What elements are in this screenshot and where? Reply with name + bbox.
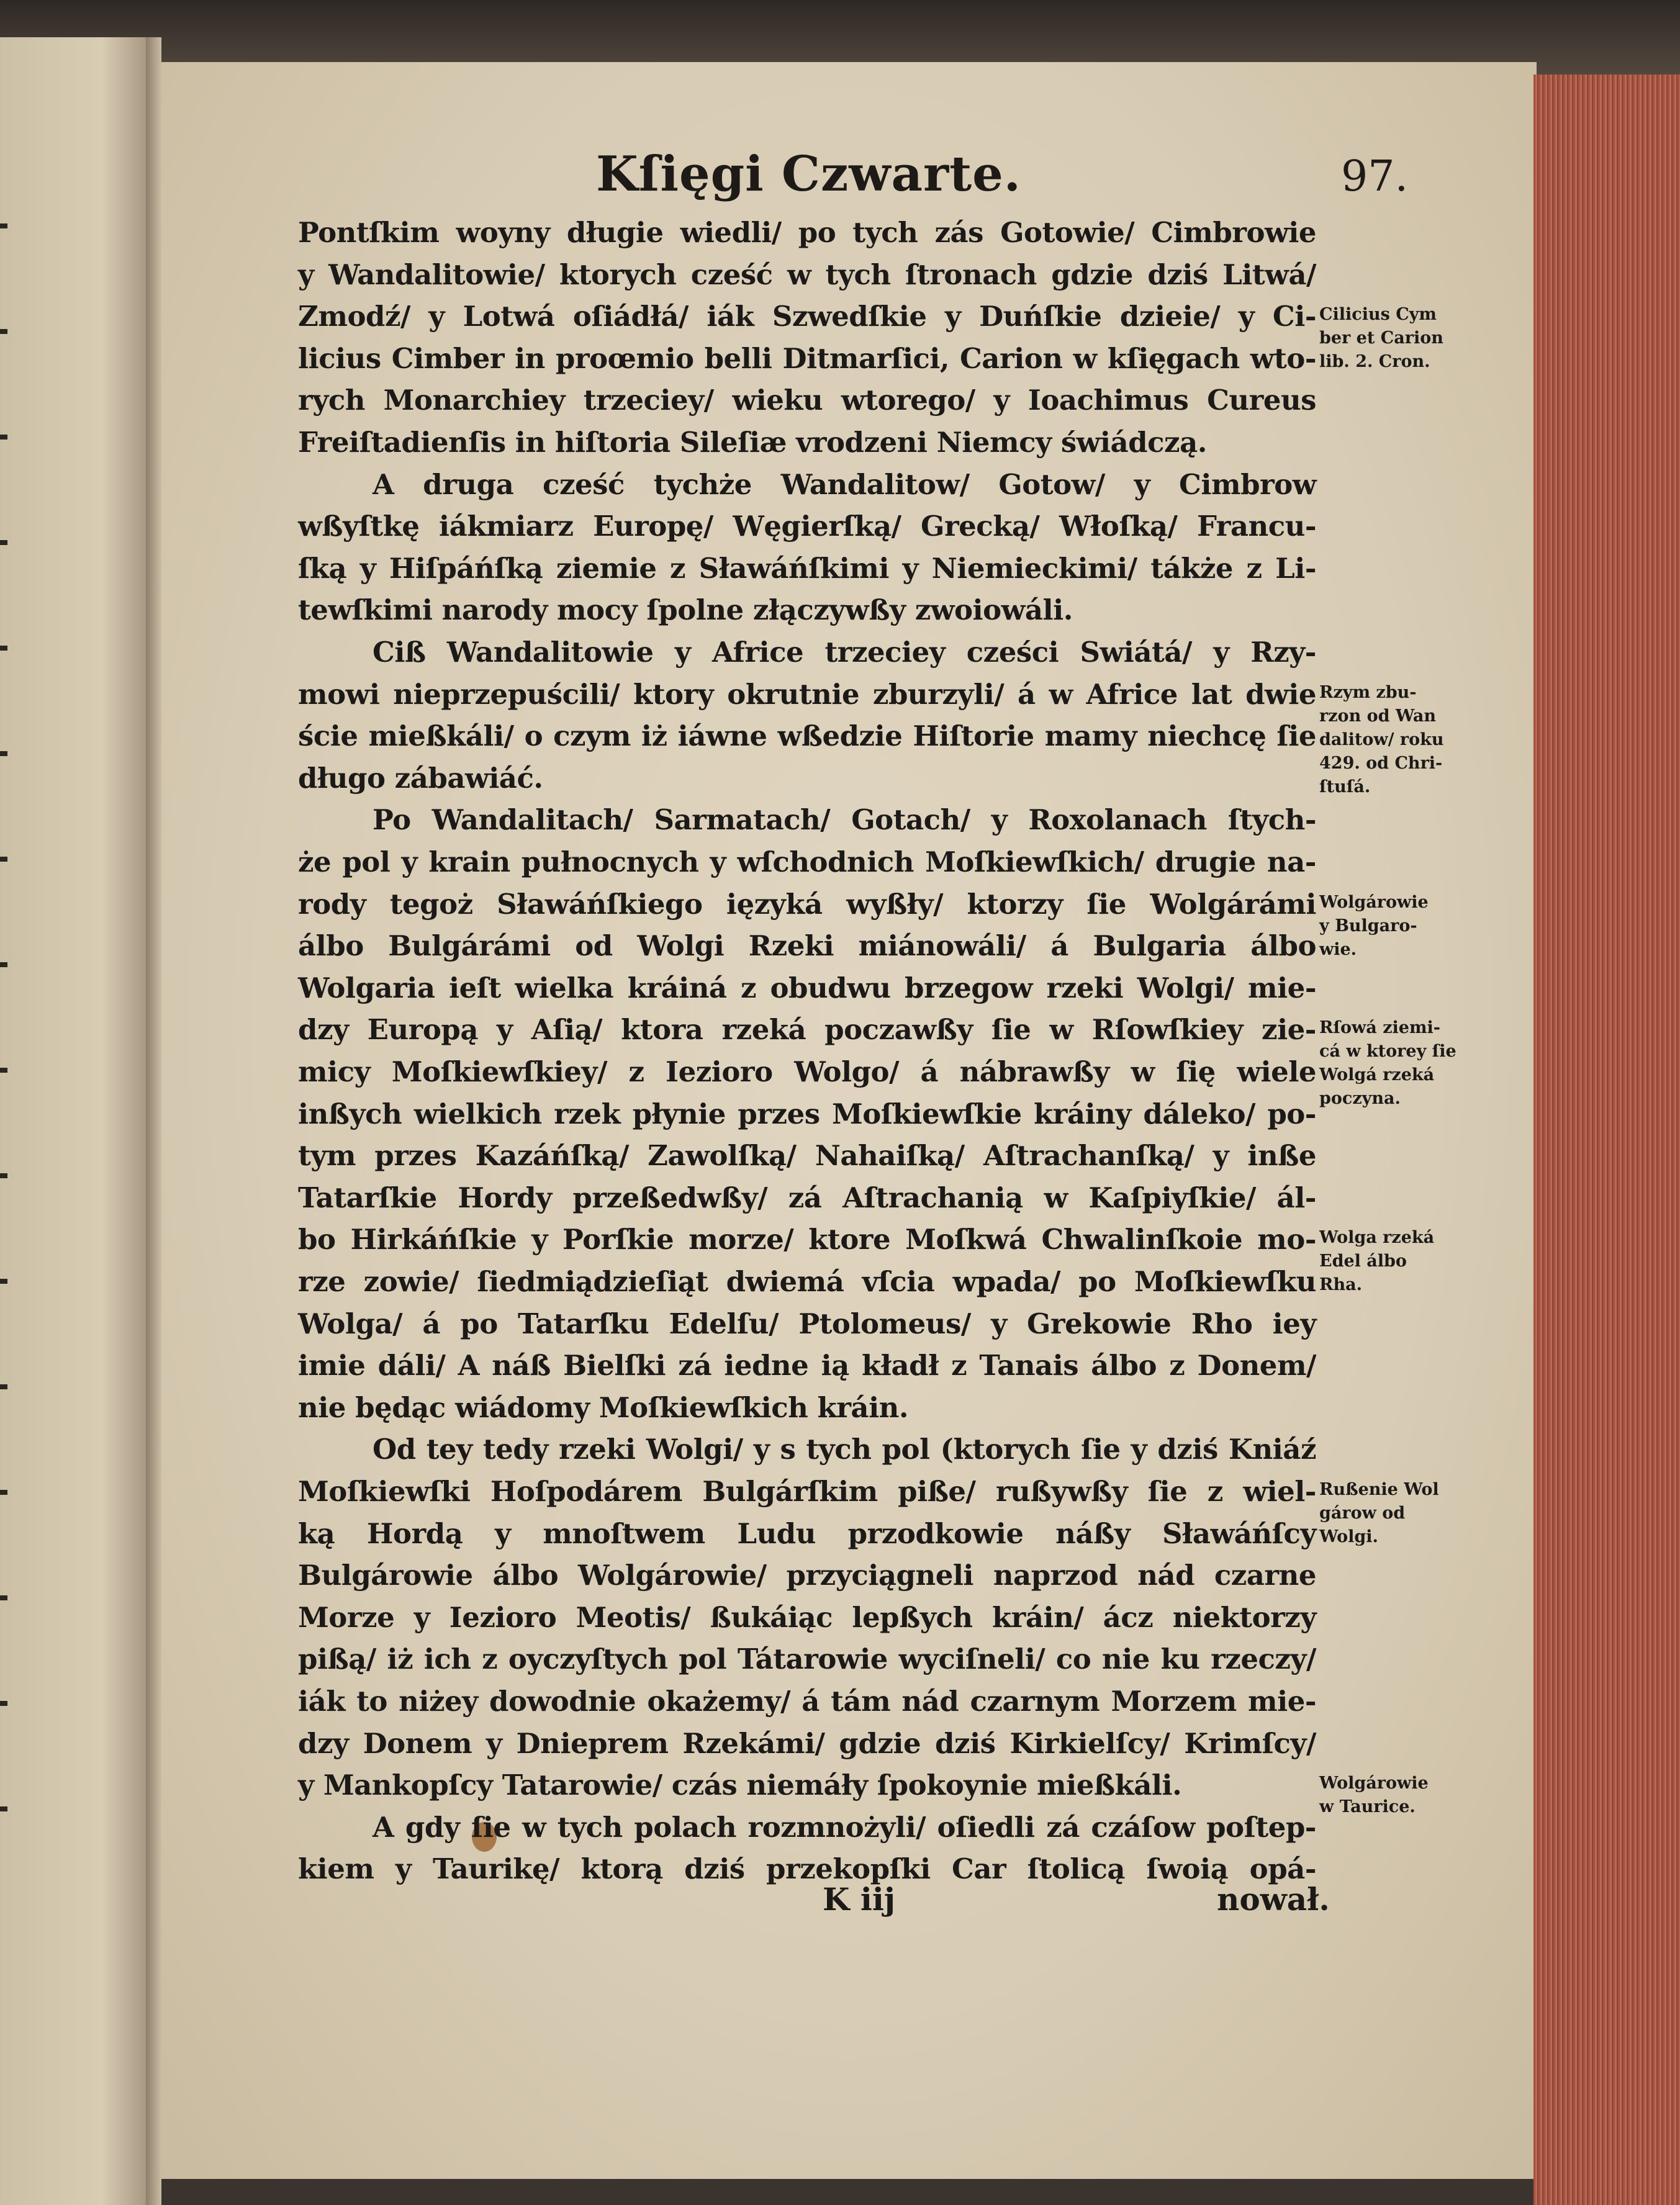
book-gutter	[146, 37, 161, 2205]
running-head: Kſięgi Czwarte.	[596, 146, 1021, 202]
margin-note-line: y Bulgaro-	[1319, 916, 1417, 936]
text-line: y Wandalitowie/ ktorych cześć w tych ſtronach gdzie dziś Litwá/	[298, 258, 1316, 291]
margin-note-line: Rzym zbu-	[1319, 682, 1417, 702]
margin-note-line: Wolgárowie	[1319, 892, 1429, 912]
margin-note	[1319, 1478, 1471, 1549]
margin-note-line: w Taurice.	[1319, 1797, 1416, 1817]
text-line: Ciß Wandalitowie y Africe trzeciey cześci Swiátá/ y Rzy-	[373, 636, 1316, 669]
text-line: Bulgárowie álbo Wolgárowie/ przyciągneli naprzod nád czarne	[298, 1559, 1316, 1592]
text-line: micy Moſkiewſkiey/ z Iezioro Wolgo/ á nábrawßy w ſię wiele	[298, 1055, 1316, 1088]
margin-note-line: Wolga rzeká	[1319, 1228, 1435, 1248]
margin-note-line: Cilicius Cym	[1319, 305, 1437, 325]
margin-note	[1319, 303, 1471, 374]
text-line: Freiſtadienſis in hiſtoria Sileſiæ vrodzeni Niemcy świádczą.	[298, 426, 1207, 459]
text-line: długo zábawiáć.	[298, 761, 543, 795]
text-line: Od tey tedy rzeki Wolgi/ y s tych pol (ktorych ſie y dziś Kniáź	[373, 1433, 1316, 1466]
text-line: Po Wandalitach/ Sarmatach/ Gotach/ y Roxolanach ſtych-	[373, 803, 1316, 837]
text-line: Tatarſkie Hordy przeßedwßy/ zá Aſtrachanią w Kaſpiyſkie/ ál-	[298, 1181, 1316, 1214]
text-line: y Mankopſcy Tatarowie/ czás niemáły ſpokoynie mießkáli.	[298, 1769, 1182, 1802]
text-line: rze zowie/ ſiedmiądzieſiąt dwiemá vſcia wpada/ po Moſkiewſku	[298, 1265, 1316, 1298]
text-line: Wolgaria ieſt wielka kráiná z obudwu brzegow rzeki Wolgi/ mie-	[298, 971, 1316, 1004]
margin-note-line: rzon od Wan	[1319, 706, 1436, 726]
margin-note-line: poczyna.	[1319, 1089, 1401, 1109]
text-line: tewſkimi narody mocy ſpolne złączywßy zwoiowáli.	[298, 593, 1073, 627]
margin-note-line: dalitow/ roku	[1319, 729, 1444, 749]
margin-note	[1319, 1772, 1471, 1819]
margin-note	[1319, 891, 1471, 962]
text-line: ście mießkáli/ o czym iż iáwne wßedzie Hiſtorie mamy niechcę ſie	[298, 719, 1316, 753]
left-page-edge	[0, 37, 146, 2205]
margin-note-line: Wolgárowie	[1319, 1774, 1429, 1793]
text-line: A gdy ſie w tych polach rozmnożyli/ oſiedli zá czáſow poſtep-	[373, 1810, 1316, 1844]
margin-note-line: wie.	[1319, 939, 1357, 959]
text-line: kiem y Taurikę/ ktorą dziś przekopſki Car ſtolicą ſwoią opá-	[298, 1852, 1316, 1886]
text-line: wßyſtkę iákmiarz Europę/ Węgierſką/ Grecką/ Włoſką/ Francu-	[298, 510, 1316, 543]
margin-note-line: Wolgá rzeká	[1319, 1065, 1435, 1085]
text-line: Moſkiewſki Hoſpodárem Bulgárſkim piße/ rußywßy ſie z wiel-	[298, 1475, 1316, 1508]
text-line: licius Cimber in proœmio belli Ditmarſici, Carion w kſięgach wto-	[298, 341, 1316, 375]
margin-note	[1319, 681, 1471, 799]
catchword: nował.	[1217, 1881, 1330, 1918]
margin-note-line: Rußenie Wol	[1319, 1480, 1439, 1499]
text-line: A druga cześć tychże Wandalitow/ Gotow/ y Cimbrow	[373, 467, 1316, 501]
text-line: dzy Donem y Dnieprem Rzekámi/ gdzie dziś Kirkielſcy/ Krimſcy/	[298, 1726, 1316, 1760]
left-page-text-fragments	[0, 223, 7, 1837]
margin-note	[1319, 1016, 1471, 1111]
text-line: tym przes Kazáńſką/ Zawolſką/ Nahaiſką/ Aſtrachanſką/ y inße	[298, 1139, 1316, 1173]
margin-note-line: ſtuſá.	[1319, 777, 1371, 796]
text-line: że pol y krain pułnocnych y wſchodnich Moſkiewſkich/ drugie na-	[298, 845, 1316, 878]
margin-note-line: 429. od Chri-	[1319, 753, 1443, 773]
text-line: inßych wielkich rzek płynie przes Moſkiewſkie kráiny dáleko/ po-	[298, 1097, 1316, 1130]
text-line: Zmodź/ y Lotwá oſiádłá/ iák Szwedſkie y Duńſkie dzieie/ y Ci-	[298, 300, 1316, 333]
text-line: mowi nieprzepuścili/ ktory okrutnie zburzyli/ á w Africe lat dwie	[298, 677, 1316, 711]
text-line: Wolga/ á po Tatarſku Edelſu/ Ptolomeus/ y Grekowie Rho iey	[298, 1307, 1316, 1340]
text-line: álbo Bulgárámi od Wolgi Rzeki miánowáli/ á Bulgaria álbo	[298, 929, 1316, 963]
margin-note-line: Rha.	[1319, 1275, 1362, 1295]
text-line: ką Hordą y mnoſtwem Ludu przodkowie náßy Sławáńſcy	[298, 1517, 1316, 1550]
red-page-edges	[1533, 74, 1680, 2205]
margin-note-line: Rſowá ziemi-	[1319, 1018, 1440, 1038]
text-line: rych Monarchiey trzeciey/ wieku wtorego/ y Ioachimus Cureus	[298, 384, 1316, 417]
margin-note-line: ber et Carion	[1319, 328, 1443, 348]
text-line: ſką y Hiſpáńſką ziemie z Sławáńſkimi y Niemieckimi/ tákże z Li-	[298, 551, 1316, 585]
text-line: imie dáli/ A náß Bielſki zá iedne ią kładł z Tanais álbo z Donem/	[298, 1349, 1316, 1382]
page-number: 97.	[1341, 152, 1409, 201]
margin-note-line: Wolgi.	[1319, 1527, 1378, 1546]
margin-note-line: Edel álbo	[1319, 1251, 1407, 1271]
margin-note	[1319, 1226, 1471, 1297]
text-line: rody tegoż Sławáńſkiego ięzyká wyßły/ ktorzy ſie Wolgárámi	[298, 887, 1316, 921]
text-line: bo Hirkáńſkie y Porſkie morze/ ktore Moſkwá Chwalinſkoie mo-	[298, 1223, 1316, 1256]
margin-note-line: cá w ktorey ſie	[1319, 1042, 1456, 1062]
text-line: dzy Europą y Aſią/ ktora rzeká poczawßy ſie w Rſowſkiey zie-	[298, 1013, 1316, 1047]
text-line: Pontſkim woyny długie wiedli/ po tych zás Gotowie/ Cimbrowie	[298, 216, 1316, 249]
margin-note-line: lib. 2. Cron.	[1319, 352, 1430, 372]
margin-note-line: gárow od	[1319, 1504, 1406, 1523]
text-line: iák to niżey dowodnie okażemy/ á tám nád czarnym Morzem mie-	[298, 1685, 1316, 1718]
text-line: pißą/ iż ich z oyczyſtych pol Tátarowie wyciſneli/ co nie ku rzeczy/	[298, 1643, 1316, 1676]
signature-mark: K iij	[823, 1881, 895, 1918]
text-line: nie będąc wiádomy Moſkiewſkich kráin.	[298, 1391, 909, 1424]
text-line: Morze y Iezioro Meotis/ ßukáiąc lepßych kráin/ ácz niektorzy	[298, 1600, 1316, 1634]
